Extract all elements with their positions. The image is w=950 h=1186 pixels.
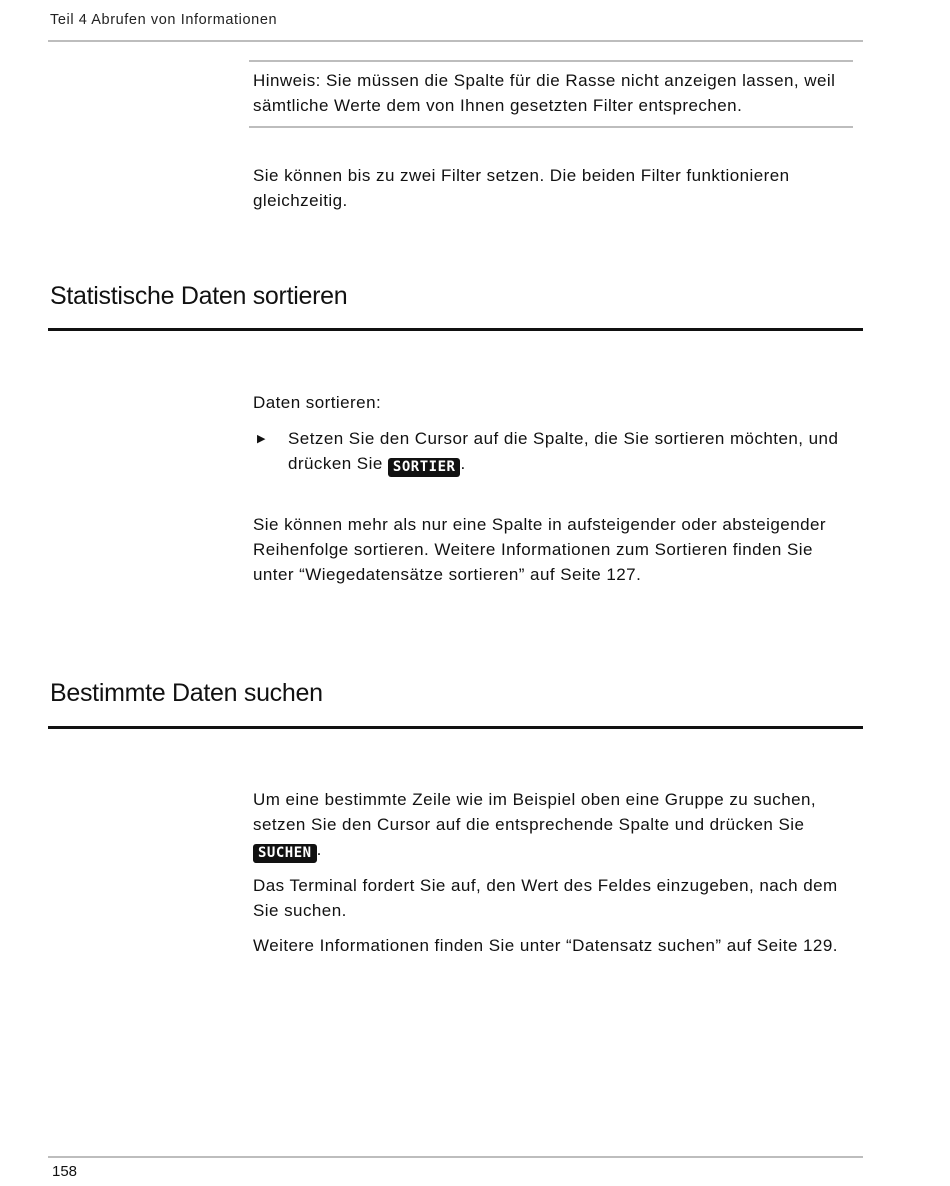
filter-paragraph: Sie können bis zu zwei Filter setzen. Die beiden Filter funktionieren gleichzeitig. [253,166,790,210]
note-text: Hinweis: Sie müssen die Spalte für die Rasse nicht anzeigen lassen, weil sämtliche Werte dem von Ihnen gesetzten Filter entsprechen. [253,71,836,115]
sort-step-end: . [460,454,466,473]
section-title-search: Bestimmte Daten suchen [50,679,323,707]
page-number: 158 [52,1163,78,1180]
sort-intro: Daten sortieren: [253,393,382,412]
sort-step-text: Setzen Sie den Cursor auf die Spalte, die Sie sortieren möchten, und drücken Sie [288,429,839,473]
section-title-sort: Statistische Daten sortieren [50,282,348,310]
suchen-softkey: SUCHEN [253,844,317,863]
footer-rule [48,1156,863,1158]
search-paragraph-1-text: Um eine bestimmte Zeile wie im Beispiel oben eine Gruppe zu suchen, setzen Sie den Cursor auf die entsprechende Spalte und drücken Sie [253,790,817,834]
search-paragraph-1-end: . [316,840,322,859]
note-box [249,60,853,128]
sortier-softkey: SORTIER [388,458,461,477]
header-rule [48,40,863,42]
section-rule-sort [48,328,863,331]
bullet-arrow-icon: ▶ [257,433,266,445]
search-paragraph-2: Das Terminal fordert Sie auf, den Wert des Feldes einzugeben, nach dem Sie suchen. [253,876,838,920]
sort-more-paragraph: Sie können mehr als nur eine Spalte in aufsteigender oder absteigender Reihenfolge sortieren. Weitere Informationen zum Sortieren finden Sie unter “Wiegedatensätze sortieren” auf Seite 127. [253,515,827,584]
sort-step [288,426,853,477]
search-paragraph-1 [253,787,853,863]
search-paragraph-3: Weitere Informationen finden Sie unter “Datensatz suchen” auf Seite 129. [253,936,838,955]
section-rule-search [48,726,863,729]
running-header: Teil 4 Abrufen von Informationen [50,12,278,28]
